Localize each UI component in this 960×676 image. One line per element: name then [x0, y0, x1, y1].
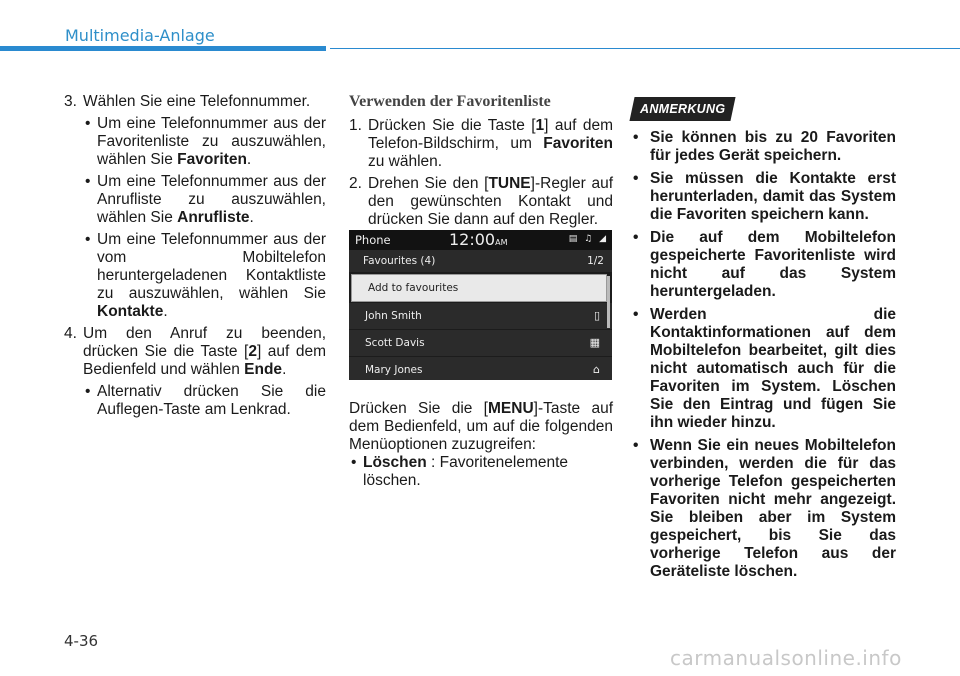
- step-4: 4. Um den Anruf zu beenden, drücken Sie die Taste [2] auf dem Bedienfeld und wählen Ende.: [64, 325, 326, 378]
- page-number: 4-36: [64, 632, 99, 650]
- note-item: • Wenn Sie ein neues Mobiltelefon verbinden, werden die für das vorherige Telefon gespeicherten Favoriten nicht mehr angezeigt. Sie bleiben aber im System gespeichert, bis Sie das vorherige Telefon aus der Geräteliste löschen.: [633, 437, 896, 580]
- note-item: • Die auf dem Mobiltelefon gespeicherte Favoritenliste wird nicht auf das System heruntergeladen.: [633, 229, 896, 300]
- screen-clock: 12:00AM: [449, 230, 508, 249]
- screen-row-contact: Mary Jones ⌂: [349, 357, 612, 380]
- screen-app-name: Phone: [355, 233, 391, 247]
- mobile-icon: ▯: [593, 309, 600, 322]
- section-heading: Verwenden der Favoritenliste: [349, 93, 551, 110]
- menu-instruction: Drücken Sie die [MENU]-Taste auf dem Bedienfeld, um auf die folgenden Menüoptionen zuzugreifen:: [349, 400, 613, 453]
- step-1: 1. Drücken Sie die Taste [1] auf dem Telefon-Bildschirm, um Favoriten zu wählen.: [349, 117, 613, 170]
- list-item: • Um eine Telefonnummer aus der Favoritenliste zu auszuwählen, wählen Sie Favoriten.: [85, 115, 326, 168]
- menu-option: • Löschen : Favoritenelemente löschen.: [351, 454, 569, 489]
- phone-screen-image: [349, 230, 612, 380]
- list-item: • Um eine Telefonnummer aus der Anrufliste zu auszuwählen, wählen Sie Anrufliste.: [85, 173, 326, 226]
- step-text: Wählen Sie eine Telefonnummer.: [83, 93, 311, 110]
- header-rule: [0, 46, 326, 51]
- list-item: • Alternativ drücken Sie die Auflegen-Taste am Lenkrad.: [85, 383, 326, 418]
- note-item: • Sie können bis zu 20 Favoriten für jedes Gerät speichern.: [633, 129, 896, 164]
- screen-row-add-favourites: Add to favourites: [351, 274, 607, 302]
- screen-list-header: Favourites (4) 1/2: [349, 250, 612, 272]
- note-item: • Werden die Kontaktinformationen auf dem Mobiltelefon bearbeitet, gilt dies nicht automatisch auch für die Favoriten im System. Löschen Sie den Eintrag und fügen Sie ihn wieder hinzu.: [633, 306, 896, 431]
- screen-row-contact: Scott Davis ▦: [349, 330, 612, 356]
- column-left: [64, 93, 326, 419]
- header-rule-thin: [330, 48, 960, 49]
- watermark: carmanualsonline.info: [670, 646, 902, 670]
- office-icon: ▦: [589, 336, 600, 349]
- section-title: Multimedia-Anlage: [65, 26, 215, 45]
- column-middle: [349, 93, 613, 229]
- screen-row-contact: John Smith ▯: [349, 303, 612, 329]
- note-item: • Sie müssen die Kontakte erst herunterladen, damit das System die Favoriten speichern kann.: [633, 170, 896, 223]
- home-icon: ⌂: [593, 363, 600, 376]
- column-middle-lower: [349, 400, 613, 490]
- list-item: • Um eine Telefonnummer aus der vom Mobiltelefon heruntergeladenen Kontaktliste zu auszuwählen, wählen Sie Kontakte.: [85, 231, 326, 320]
- step-2: 2. Drehen Sie den [TUNE]-Regler auf den gewünschten Kontakt und drücken Sie dann auf den Regler.: [349, 175, 614, 228]
- step-number: 3.: [64, 93, 77, 110]
- screen-status-bar: [349, 230, 612, 250]
- column-right: [632, 97, 896, 581]
- step-3: [64, 93, 326, 111]
- screen-scrollbar: [607, 276, 610, 328]
- note-badge: ANMERKUNG: [629, 97, 735, 121]
- status-icons: ▤ ♫ ◢: [568, 234, 608, 244]
